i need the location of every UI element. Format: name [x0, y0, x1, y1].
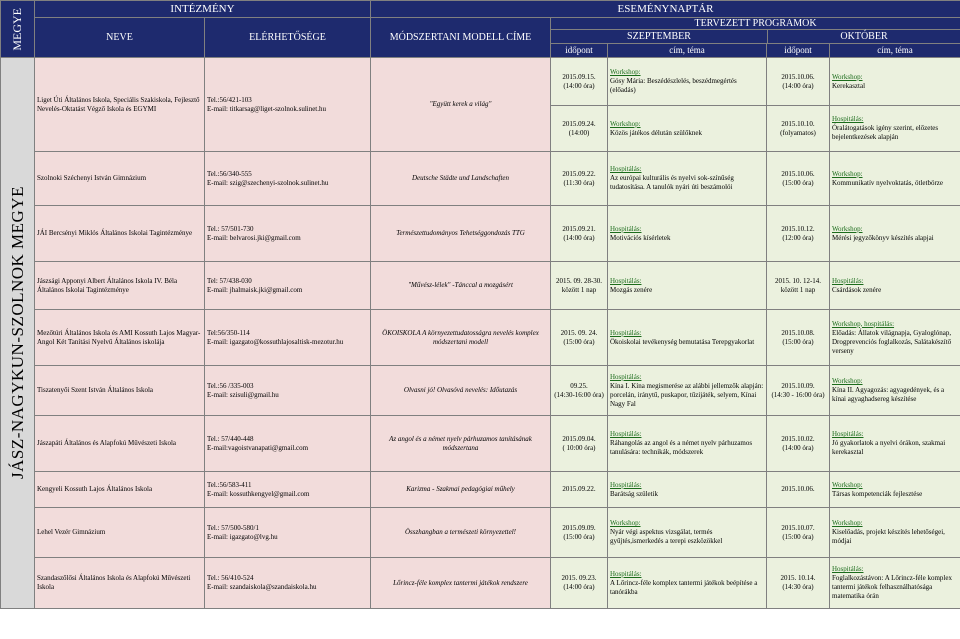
method-model: Deutsche Städte und Landschaften	[371, 152, 551, 206]
neve-header: NEVE	[35, 18, 205, 58]
institution-contact: Tel.:56/421-103 E-mail: titkarsag@liget-szolnok.sulinet.hu	[205, 58, 371, 152]
sep-event: Workshop: Nyár végi aspektus vizsgálat, termés gyűjtés,ismerkedés a terepi eszközökkel	[608, 508, 767, 558]
oct-event: Workshop, hospitálás: Előadás: Állatok világnapja, Gyaloglónap, Drogprevenciós foglalkozás, Salátakészítő verseny	[830, 310, 960, 366]
institution-name: Lehel Vezér Gimnázium	[35, 508, 205, 558]
table-row	[1, 310, 960, 366]
oct-event: Workshop: Kommunikatív nyelvoktatás, ötletbörze	[830, 152, 960, 206]
institution-name: Jászsági Apponyi Albert Általános Iskola IV. Béla Általános Iskolai Tagintézménye	[35, 262, 205, 310]
institution-name: Mezőtúri Általános Iskola és AMI Kossuth Lajos Magyar-Angol Két Tanítási Nyelvű Általános iskolája	[35, 310, 205, 366]
method-model: Olvasni jó! Olvasóvá nevelés: Időutazás	[371, 366, 551, 416]
institution-contact: Tel.:56/583-411 E-mail: kossuthkengyel@gmail.com	[205, 472, 371, 508]
institution-contact: Tel.: 57/440-448 E-mail:vagoistvanapati@gmail.com	[205, 416, 371, 472]
programok-header	[551, 18, 960, 44]
sep-date: 09.25. (14:30-16:00 óra)	[551, 366, 608, 416]
sep-event: Hospitálás: A Lőrincz-féle komplex tantermi játékok beépítése a tanórákba	[608, 558, 767, 609]
table-row	[1, 558, 960, 609]
oct-date: 2015.10.07. (15:00 óra)	[767, 508, 830, 558]
oct-date: 2015. 10. 12-14. között 1 nap	[767, 262, 830, 310]
institution-contact: Tel.: 57/500-580/1 E-mail: igazgato@lvg.hu	[205, 508, 371, 558]
sep-date: 2015.09.15. (14:00 óra)	[551, 58, 608, 106]
method-model: Természettudományos Tehetséggondozás TTG	[371, 206, 551, 262]
method-model: Összhangban a természeti környezettel!	[371, 508, 551, 558]
institution-contact: Tel.:56/340-555 E-mail: szig@szechenyi-szolnok.sulinet.hu	[205, 152, 371, 206]
institution-name: Jászapáti Általános és Alapfokú Művészeti Iskola	[35, 416, 205, 472]
method-model: Lőrincz-féle komplex tantermi játékok rendszere	[371, 558, 551, 609]
megye-header: MEGYE	[1, 1, 35, 58]
institution-contact: Tel.:56 /335-003 E-mail: szisuli@gmail.hu	[205, 366, 371, 416]
method-model: Az angol és a német nyelv párhuzamos tanításának módszertana	[371, 416, 551, 472]
table-row	[1, 152, 960, 206]
oct-event: Workshop: Társas kompetenciák fejlesztése	[830, 472, 960, 508]
oct-date: 2015.10.06. (15:00 óra)	[767, 152, 830, 206]
institution-contact: Tel.: 56/410-524 E-mail: szandaiskola@szandaiskola.hu	[205, 558, 371, 609]
institution-name: Szandaszőlősi Általános Iskola és Alapfokú Művészeti Iskola	[35, 558, 205, 609]
table-row	[1, 508, 960, 558]
oct-event: Workshop: Mérési jegyzőkönyv készítés alapjai	[830, 206, 960, 262]
intezmeny-header: INTÉZMÉNY	[35, 1, 371, 18]
sep-event: Hospitálás: Ökoiskolai tevékenység bemutatása Terepgyakorlat	[608, 310, 767, 366]
institution-name: Szolnoki Széchenyi István Gimnázium	[35, 152, 205, 206]
sep-date: 2015. 09.23. (14:00 óra)	[551, 558, 608, 609]
oct-date: 2015.10.06. (14:00 óra)	[767, 58, 830, 106]
oct-date: 2015.10.06.	[767, 472, 830, 508]
elerhetosege-header: ELÉRHETŐSÉGE	[205, 18, 371, 58]
oct-event: Hospitálás: Foglalkozástávon: A Lőrincz-féle komplex tantermi játékok felhasználhatósága matematika órán	[830, 558, 960, 609]
idopont-oct-header: időpont	[767, 44, 830, 58]
sep-event: Hospitálás: Barátság születik	[608, 472, 767, 508]
oct-date: 2015.10.09. (14:30 - 16:00 óra)	[767, 366, 830, 416]
sep-event: Workshop: Gósy Mária: Beszédészlelés, beszédmegértés (előadás)	[608, 58, 767, 106]
oct-date: 2015.10.12. (12:00 óra)	[767, 206, 830, 262]
idopont-sep-header: időpont	[551, 44, 608, 58]
institution-contact: Tel.: 57/501-730 E-mail: belvarosi.jki@gmail.com	[205, 206, 371, 262]
szeptember-header: SZEPTEMBER	[551, 30, 768, 43]
table-row	[1, 262, 960, 310]
oktober-header: OKTÓBER	[840, 31, 888, 42]
institution-name: JÁI Bercsényi Miklós Általános Iskolai Tagintézménye	[35, 206, 205, 262]
institution-contact: Tel: 57/438-030 E-mail: jhalmaisk.jki@gmail.com	[205, 262, 371, 310]
oct-event: Hospitálás: Óralátogatások igény szerint, előzetes bejelentkezések alapján	[830, 106, 960, 152]
table-row	[1, 206, 960, 262]
sep-date: 2015.09.09. (15:00 óra)	[551, 508, 608, 558]
tervezett-header: TERVEZETT PROGRAMOK	[551, 18, 960, 30]
sep-event: Hospitálás: Ráhangolás az angol és a német nyelv párhuzamos tanulására: technikák, módszerek	[608, 416, 767, 472]
table-row	[1, 366, 960, 416]
institution-contact: Tel:56/350-114 E-mail: igazgato@kossuthlajosaltisk-mezotur.hu	[205, 310, 371, 366]
method-model: "Együtt kerek a világ"	[371, 58, 551, 152]
sep-event: Hospitálás: Mozgás zenére	[608, 262, 767, 310]
sep-event: Hospitálás: Motivációs kísérletek	[608, 206, 767, 262]
oct-event: Hospitálás: Jó gyakorlatok a nyelvi órákon, szakmai kerekasztal	[830, 416, 960, 472]
oct-date: 2015.10.08. (15:00 óra)	[767, 310, 830, 366]
institution-name: Tiszatenyői Szent István Általános Iskola	[35, 366, 205, 416]
modszertani-header: MÓDSZERTANI MODELL CÍME	[371, 18, 551, 58]
oct-event: Workshop: Kína II. Agyagozás: agyagedények, és a kínai agyaghadsereg készítése	[830, 366, 960, 416]
sep-event: Hospitálás: Az európai kulturális és nyelvi sok-színűség tudatosítása. A tanulók nyári úti beszámolói	[608, 152, 767, 206]
oct-date: 2015.10.10. (folyamatos)	[767, 106, 830, 152]
sep-event: Hospitálás: Kína I. Kína megismerése az alábbi jellemzők alapján: porcelán, iránytű, puskapor, tűzijáték, selyem, Kínai Nagy Fal	[608, 366, 767, 416]
sep-event: Workshop: Közös játékos délután szülőknek	[608, 106, 767, 152]
method-model: Karizma - Szakmai pedagógiai műhely	[371, 472, 551, 508]
table-row	[1, 416, 960, 472]
oct-date: 2015.10.02. (14:00 óra)	[767, 416, 830, 472]
cim-sep-header: cím, téma	[608, 44, 767, 58]
oct-date: 2015. 10.14. (14:30 óra)	[767, 558, 830, 609]
sep-date: 2015.09.22.	[551, 472, 608, 508]
institution-name: Kengyeli Kossuth Lajos Általános Iskola	[35, 472, 205, 508]
sep-date: 2015. 09. 24. (15:00 óra)	[551, 310, 608, 366]
sep-date: 2015. 09. 28-30. között 1 nap	[551, 262, 608, 310]
sep-date: 2015.09.04. ( 10:00 óra)	[551, 416, 608, 472]
oct-event: Workshop: Kerekasztal	[830, 58, 960, 106]
sep-date: 2015.09.21. (14:00 óra)	[551, 206, 608, 262]
oct-event: Hospitálás: Csárdások zenére	[830, 262, 960, 310]
table-row	[1, 472, 960, 508]
method-model: ÖKOISKOLA A környezettudatosságra nevelés komplex módszertani modell	[371, 310, 551, 366]
institution-name: Liget Úti Általános Iskola, Speciális Szakiskola, Fejlesztő Nevelés-Oktatást Végző Iskola és EGYMI	[35, 58, 205, 152]
method-model: "Művész-lélek" -Tánccal a mozgásért	[371, 262, 551, 310]
oct-event: Workshop: Kiselőadás, projekt készítés lehetőségei, módjai	[830, 508, 960, 558]
esemenynaptar-header: ESEMÉNYNAPTÁR	[371, 1, 960, 18]
cim-oct-header: cím, téma	[830, 44, 960, 58]
sep-date: 2015.09.24. (14:00)	[551, 106, 608, 152]
county-cell: JÁSZ-NAGYKUN-SZOLNOK MEGYE	[1, 58, 35, 609]
sep-date: 2015.09.22. (11:30 óra)	[551, 152, 608, 206]
